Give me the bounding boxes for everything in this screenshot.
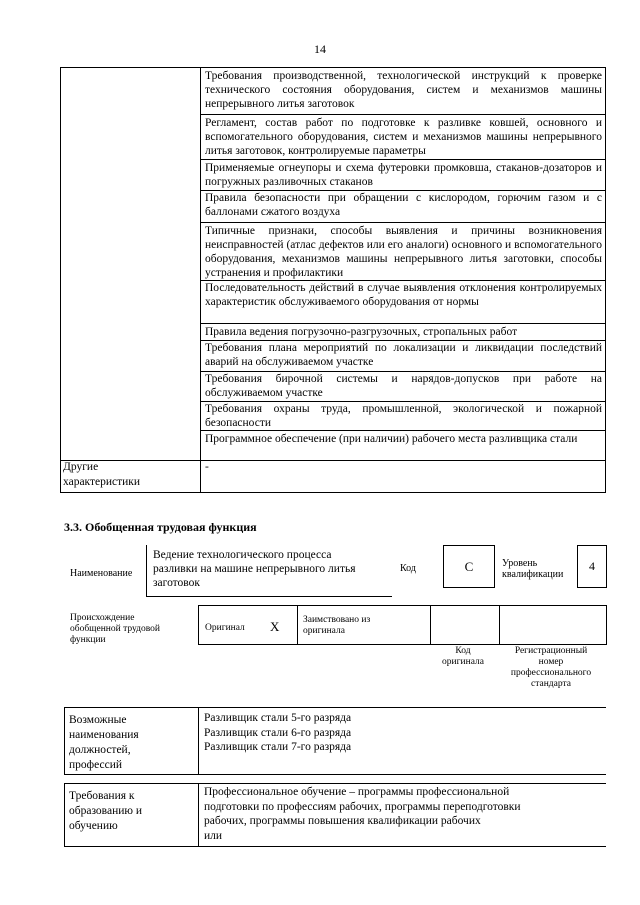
requirement-item: Требования производственной, технологической инструкций к проверке технического состояния оборудования, систем и механизмов машины непрерывного литья заготовок (205, 70, 602, 110)
other-characteristics-label: Другие характеристики (63, 461, 141, 488)
origin-box (198, 605, 607, 645)
knowledge-table (60, 67, 606, 492)
name-label: Наименование (70, 568, 133, 579)
position-item: Разливщик стали 6-го разряда (204, 726, 352, 739)
positions-table (64, 707, 606, 775)
position-item: Разливщик стали 5-го разряда (204, 712, 352, 724)
positions-list (204, 711, 351, 755)
function-name-line: заготовок (153, 577, 200, 589)
qualification-level-value: 4 (589, 559, 595, 573)
original-mark: X (270, 619, 280, 634)
requirement-item: Требования плана мероприятий по локализации и ликвидации последствий аварий на обслуживаемом участке (205, 342, 602, 368)
positions-label: Возможные наименования должностей, профессий (69, 714, 139, 771)
requirement-item: Требования охраны труда, промышленной, экологической и пожарной безопасности (205, 403, 602, 429)
position-item: Разливщик стали 7-го разряда (204, 741, 352, 753)
other-characteristics-value: - (205, 461, 209, 473)
origin-label: Происхождение обобщенной трудовой функции (70, 613, 160, 645)
function-name-line: Ведение технологического процесса (153, 549, 332, 561)
function-name-box (146, 545, 392, 597)
requirement-item: Правила ведения погрузочно-разгрузочных, стропальных работ (205, 326, 518, 338)
requirement-item: Требования бирочной системы и нарядов-допусков при работе на обслуживаемом участке (205, 373, 602, 399)
qualification-level-label: Уровень квалификации (502, 558, 564, 580)
code-label: Код (400, 563, 416, 574)
code-box (443, 545, 495, 588)
education-label: Требования к образованию и обучению (69, 790, 142, 832)
borrowed-label: Заимствовано из оригинала (303, 615, 371, 636)
section-title: 3.3. Обобщенная трудовая функция (64, 520, 257, 534)
requirement-item: Последовательность действий в случае выявления отклонения контролируемых характеристик обслуживаемого оборудования от нормы (205, 282, 602, 308)
education-table (64, 783, 606, 847)
page-number: 14 (314, 42, 326, 56)
requirement-item: Типичные признаки, способы выявления и причины возникновения неисправностей (атлас дефектов или его аналоги) основного и вспомогательного оборудования, механизмов машины непрерывного литья заготовки, способы устранения и профилактики (205, 225, 602, 279)
qualification-level-box (577, 545, 607, 588)
education-text: Профессиональное обучение – программы профессиональной подготовки по профессиям рабочих, программы переподготовки рабочих, программы повышения квалификации рабочих или (204, 786, 521, 842)
requirement-item: Программное обеспечение (при наличии) рабочего места разливщика стали (205, 433, 578, 445)
registration-number-label: Регистрационный номер профессионального стандарта (510, 646, 592, 689)
function-name-line: разливки на машине непрерывного литья (153, 563, 356, 575)
requirement-item: Применяемые огнеупоры и схема футеровки промковша, стаканов-дозаторов и погружных разливочных стаканов (205, 162, 602, 188)
original-code-label: Код оригинала (442, 646, 484, 667)
requirement-item: Регламент, состав работ по подготовке к разливке ковшей, основного и вспомогательного оборудования, систем и механизмов машины непрерывного литья заготовок, контролируемые параметры (205, 117, 602, 157)
code-value: C (464, 559, 474, 574)
original-label: Оригинал (205, 623, 245, 633)
requirement-item: Правила безопасности при обращении с кислородом, горючим газом и с баллонами сжатого воздуха (205, 192, 602, 218)
